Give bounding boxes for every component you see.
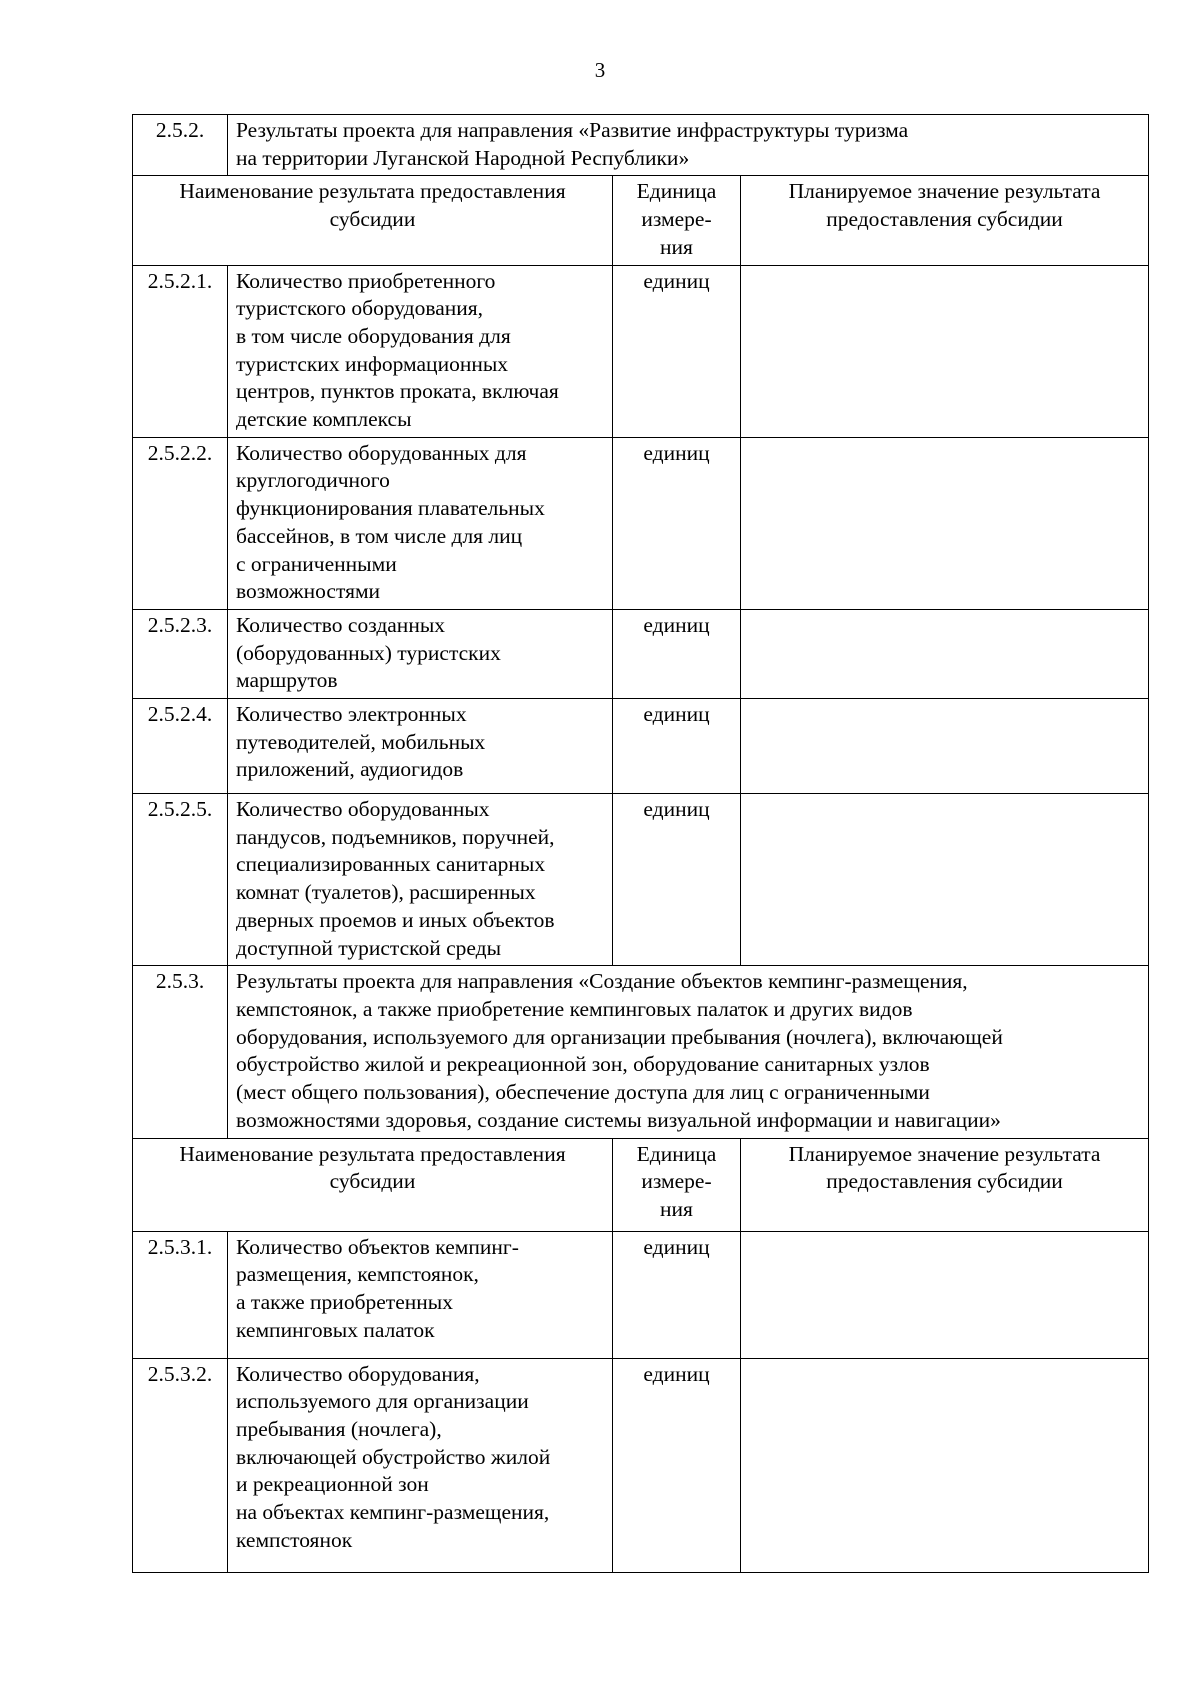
- row-planned-value: [741, 1358, 1149, 1572]
- table-row: [133, 609, 1149, 698]
- table-row: [133, 1231, 1149, 1358]
- row-result-name: Количество электронных путеводителей, мобильных приложений, аудиогидов: [228, 699, 613, 794]
- table-row: [133, 265, 1149, 437]
- row-number: 2.5.2.4.: [133, 699, 228, 794]
- row-result-name: Количество созданных (оборудованных) туристских маршрутов: [228, 609, 613, 698]
- table-row: [133, 794, 1149, 966]
- header-unit: Единица измере- ния: [613, 1138, 741, 1231]
- header-planned-value: Планируемое значение результата предоставления субсидии: [741, 176, 1149, 265]
- row-unit: единиц: [613, 699, 741, 794]
- row-planned-value: [741, 699, 1149, 794]
- row-result-name: Количество объектов кемпинг- размещения, кемпстоянок, а также приобретенных кемпинговых палаток: [228, 1231, 613, 1358]
- header-result-name: Наименование результата предоставления субсидии: [133, 1138, 613, 1231]
- row-number: 2.5.3.2.: [133, 1358, 228, 1572]
- section-row: [133, 115, 1149, 176]
- results-table: [132, 114, 1149, 1573]
- row-unit: единиц: [613, 794, 741, 966]
- table-row: [133, 437, 1149, 609]
- section-row: [133, 966, 1149, 1138]
- row-planned-value: [741, 794, 1149, 966]
- row-planned-value: [741, 265, 1149, 437]
- row-unit: единиц: [613, 1358, 741, 1572]
- row-unit: единиц: [613, 609, 741, 698]
- row-number: 2.5.2.2.: [133, 437, 228, 609]
- row-number: 2.5.2.3.: [133, 609, 228, 698]
- row-planned-value: [741, 1231, 1149, 1358]
- row-result-name: Количество оборудованных пандусов, подъемников, поручней, специализированных санитарных комнат (туалетов), расширенных дверных проемов и иных объектов доступной туристской среды: [228, 794, 613, 966]
- header-unit: Единица измере- ния: [613, 176, 741, 265]
- row-result-name: Количество оборудованных для круглогодичного функционирования плавательных бассейнов, в том числе для лиц с ограниченными возможностями: [228, 437, 613, 609]
- row-planned-value: [741, 437, 1149, 609]
- section-number: 2.5.3.: [133, 966, 228, 1138]
- table-row: [133, 1358, 1149, 1572]
- page-number: 3: [594, 58, 606, 82]
- row-unit: единиц: [613, 265, 741, 437]
- row-number: 2.5.3.1.: [133, 1231, 228, 1358]
- row-unit: единиц: [613, 1231, 741, 1358]
- column-header-row: [133, 1138, 1149, 1231]
- section-title: Результаты проекта для направления «Развитие инфраструктуры туризма на территории Луганской Народной Республики»: [228, 115, 1149, 176]
- section-number: 2.5.2.: [133, 115, 228, 176]
- row-result-name: Количество приобретенного туристского оборудования, в том числе оборудования для туристских информационных центров, пунктов проката, включая детские комплексы: [228, 265, 613, 437]
- row-number: 2.5.2.5.: [133, 794, 228, 966]
- table-row: [133, 699, 1149, 794]
- row-result-name: Количество оборудования, используемого для организации пребывания (ночлега), включающей обустройство жилой и рекреационной зон на объектах кемпинг-размещения, кемпстоянок: [228, 1358, 613, 1572]
- header-result-name: Наименование результата предоставления субсидии: [133, 176, 613, 265]
- row-unit: единиц: [613, 437, 741, 609]
- column-header-row: [133, 176, 1149, 265]
- row-planned-value: [741, 609, 1149, 698]
- row-number: 2.5.2.1.: [133, 265, 228, 437]
- header-planned-value: Планируемое значение результата предоставления субсидии: [741, 1138, 1149, 1231]
- section-title: Результаты проекта для направления «Создание объектов кемпинг-размещения, кемпстоянок, а также приобретение кемпинговых палаток и других видов оборудования, используемого для организации пребывания (ночлега), включающей обустройство жилой и рекреационной зон, оборудование санитарных узлов (мест общего пользования), обеспечение доступа для лиц с ограниченными возможностями здоровья, создание системы визуальной информации и навигации»: [228, 966, 1149, 1138]
